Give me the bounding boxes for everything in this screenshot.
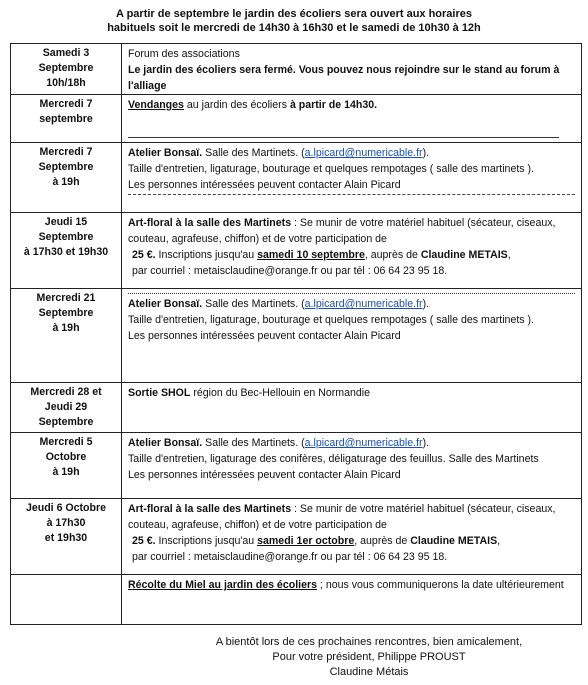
insc-date: samedi 1er octobre: [257, 535, 355, 547]
closing-line-2: Pour votre président, Philippe PROUST: [272, 651, 466, 663]
punct: ).: [422, 147, 430, 159]
vendanges-label: Vendanges: [128, 99, 184, 111]
event-detail: Taille d'entretien, ligaturage des conifères, déligaturage des feuillus. Salle des Martinets: [128, 453, 539, 465]
date-line: septembre: [39, 113, 93, 125]
insc-text: Inscriptions jusqu'au: [155, 249, 258, 261]
punct: ,: [507, 249, 511, 261]
date-line: et 19h30: [44, 532, 88, 544]
date-line: Mercredi 7: [39, 98, 93, 110]
event-text: [128, 435, 575, 451]
punct: ).: [422, 298, 430, 310]
event-text: [128, 577, 575, 593]
event-contact: Les personnes intéressées peuvent contacter Alain Picard: [128, 469, 401, 481]
closing-line-1: A bientôt lors de ces prochaines rencontres, bien amicalement,: [215, 636, 523, 648]
table-row: [11, 143, 582, 213]
insc-name: Claudine METAIS: [420, 249, 508, 261]
date-line: Septembre: [38, 231, 94, 243]
date-line: 10h/18h: [46, 77, 86, 89]
price: 25 €.: [132, 535, 156, 547]
date-line: à 17h30: [46, 517, 86, 529]
date-line: Septembre: [38, 161, 94, 173]
date-line: à 19h: [52, 176, 80, 188]
inscription-text: [128, 247, 575, 263]
table-row: [11, 95, 582, 143]
event-detail: Taille d'entretien, ligaturage, bouturage et quelques rempotages ( salle des martinets ).: [128, 163, 534, 175]
date-cell: [11, 44, 122, 95]
date-cell: [11, 499, 122, 575]
event-cell: [122, 383, 582, 433]
event-cell: [122, 499, 582, 575]
date-cell: [11, 95, 122, 143]
closing-signature: [0, 635, 588, 680]
insc-text: , auprès de: [354, 535, 411, 547]
table-row: [11, 289, 582, 383]
table-row: [11, 433, 582, 499]
insc-text: , auprès de: [364, 249, 421, 261]
closing-line-3: Claudine Métais: [329, 666, 409, 678]
date-line: Octobre: [45, 451, 87, 463]
event-cell: [122, 95, 582, 143]
event-cell: [122, 289, 582, 383]
email-link[interactable]: a.lpicard@numericable.fr: [304, 298, 423, 310]
date-cell: [11, 383, 122, 433]
dashed-separator: [128, 194, 575, 195]
event-detail: Taille d'entretien, ligaturage, bouturage et quelques rempotages ( salle des martinets ).: [128, 314, 534, 326]
event-title: Forum des associations: [128, 48, 240, 60]
event-text: [128, 97, 575, 113]
date-line: Septembre: [38, 416, 94, 428]
event-text: [128, 385, 575, 401]
insc-text: Inscriptions jusqu'au: [155, 535, 258, 547]
table-row: [11, 213, 582, 289]
price: 25 €.: [132, 249, 156, 261]
date-line: Samedi 3: [42, 47, 90, 59]
insc-date: samedi 10 septembre: [257, 249, 365, 261]
intro-header: [0, 7, 588, 35]
sortie-text: région du Bec-Hellouin en Normandie: [190, 387, 371, 399]
date-line: Septembre: [38, 307, 94, 319]
date-cell: [11, 289, 122, 383]
event-cell: [122, 575, 582, 625]
event-text: [128, 145, 575, 161]
date-line: à 19h: [52, 322, 80, 334]
schedule-table: [10, 43, 582, 625]
courriel-text: par courriel : metaisclaudine@orange.fr ou par tél : 06 64 23 95 18.: [132, 265, 448, 277]
intro-line-2: habituels soit le mercredi de 14h30 à 16h30 et le samedi de 10h30 à 12h: [107, 22, 481, 34]
date-line: Jeudi 6 Octobre: [25, 502, 107, 514]
recolte-label: Récolte du Miel au jardin des écoliers: [128, 579, 317, 591]
table-row: [11, 383, 582, 433]
event-cell: [122, 213, 582, 289]
place-text: Salle des Martinets. (: [202, 147, 305, 159]
date-line: à 19h: [52, 466, 80, 478]
event-contact: Les personnes intéressées peuvent contacter Alain Picard: [128, 330, 401, 342]
intro-line-1: A partir de septembre le jardin des écoliers sera ouvert aux horaires: [115, 8, 473, 20]
art-text: : Se munir de votre matériel habituel (sécateur, ciseaux, couteau, agrafeuse, chiffon) et de votre participation de: [128, 217, 556, 245]
email-link[interactable]: a.lpicard@numericable.fr: [304, 147, 423, 159]
table-row: [11, 575, 582, 625]
vendanges-time: à partir de 14h30.: [289, 99, 378, 111]
event-contact: Les personnes intéressées peuvent contacter Alain Picard: [128, 179, 401, 191]
recolte-text: ; nous vous communiquerons la date ultérieurement: [316, 579, 564, 591]
punct: ).: [422, 437, 430, 449]
place-text: Salle des Martinets. (: [202, 298, 305, 310]
separator-line: [128, 113, 559, 138]
date-cell: [11, 143, 122, 213]
date-cell: [11, 433, 122, 499]
art-label: Art-floral à la salle des Martinets: [128, 503, 292, 515]
event-text: [128, 296, 575, 312]
email-link[interactable]: a.lpicard@numericable.fr: [304, 437, 423, 449]
date-line: Mercredi 21: [36, 292, 96, 304]
insc-name: Claudine METAIS: [410, 535, 498, 547]
date-cell: [11, 575, 122, 625]
date-line: Jeudi 29: [44, 401, 88, 413]
courriel-text: par courriel : metaisclaudine@orange.fr ou par tél : 06 64 23 95 18.: [132, 551, 448, 563]
art-label: Art-floral à la salle des Martinets: [128, 217, 292, 229]
inscription-text: [128, 533, 575, 549]
event-cell: [122, 44, 582, 95]
date-line: Jeudi 15: [44, 216, 88, 228]
date-line: Mercredi 5: [39, 436, 93, 448]
atelier-label: Atelier Bonsaï.: [128, 437, 203, 449]
sortie-label: Sortie SHOL: [128, 387, 191, 399]
dotted-separator: [128, 293, 575, 294]
date-line: à 17h30 et 19h30: [23, 246, 109, 258]
date-line: Mercredi 28 et: [30, 386, 102, 398]
event-text: [128, 215, 575, 247]
table-row: [11, 44, 582, 95]
date-line: Mercredi 7: [39, 146, 93, 158]
table-row: [11, 499, 582, 575]
event-cell: [122, 143, 582, 213]
atelier-label: Atelier Bonsaï.: [128, 298, 203, 310]
event-text: Le jardin des écoliers sera fermé. Vous pouvez nous rejoindre sur le stand au forum à l'alliage: [128, 64, 560, 92]
punct: ,: [497, 535, 501, 547]
event-cell: [122, 433, 582, 499]
event-text: [128, 501, 575, 533]
vendanges-text: au jardin des écoliers: [183, 99, 290, 111]
atelier-label: Atelier Bonsaï.: [128, 147, 203, 159]
date-cell: [11, 213, 122, 289]
place-text: Salle des Martinets. (: [202, 437, 305, 449]
date-line: Septembre: [38, 62, 94, 74]
art-text: : Se munir de votre matériel habituel (sécateur, ciseaux, couteau, agrafeuse, chiffon) et de votre participation de: [128, 503, 556, 531]
